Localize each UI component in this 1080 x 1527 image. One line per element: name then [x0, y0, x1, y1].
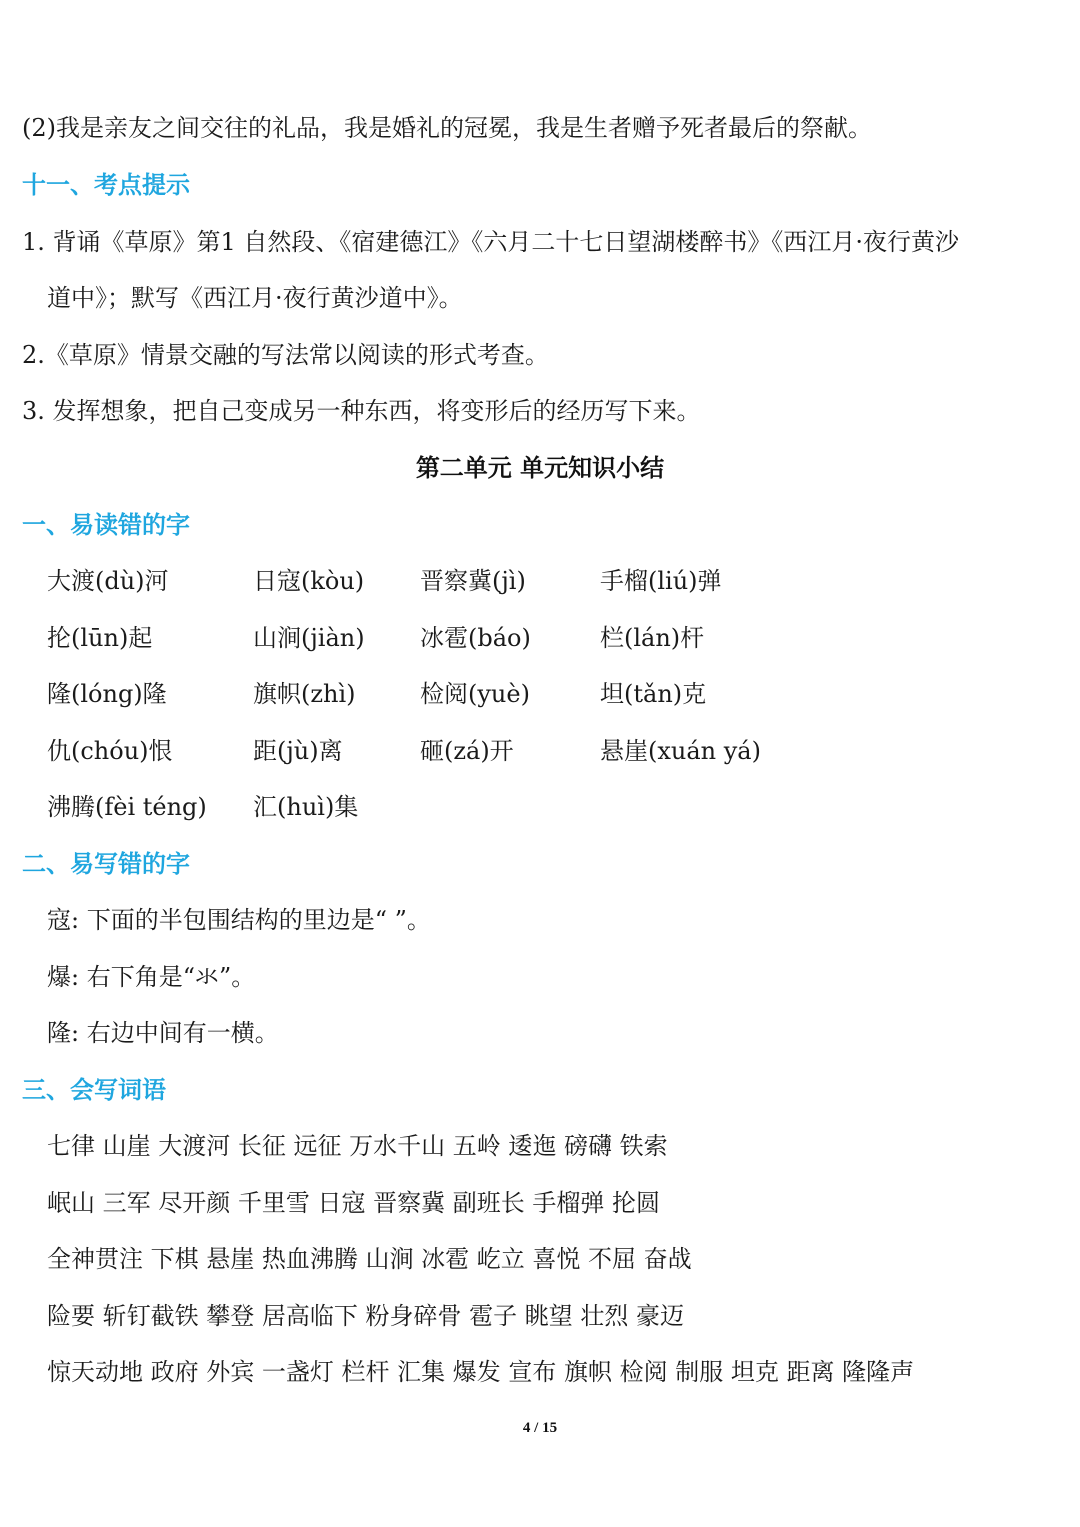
- pinyin-row: [0, 679, 1080, 709]
- pinyin-word: 汇(huì)集: [253, 793, 359, 821]
- pinyin-row: [0, 566, 1080, 596]
- pinyin-word: 晋察冀(jì): [420, 567, 526, 595]
- pinyin-word: 隆(lóng)隆: [47, 680, 167, 708]
- pinyin-word: 仇(chóu)恨: [47, 737, 173, 765]
- exam-tip-item-3: 3. 发挥想象，把自己变成另一种东西，将变形后的经历写下来。: [22, 397, 701, 425]
- pinyin-row: [0, 623, 1080, 653]
- pinyin-word: 手榴(liú)弹: [600, 567, 722, 595]
- unit-title: 第二单元 单元知识小结: [415, 454, 665, 482]
- pinyin-word: 栏(lán)杆: [600, 624, 705, 652]
- section-heading-exam-tips: 十一、考点提示: [22, 171, 190, 199]
- pinyin-word: 旗帜(zhì): [253, 680, 356, 708]
- pinyin-word: 大渡(dù)河: [47, 567, 169, 595]
- section-heading-misread-characters: 一、易读错的字: [22, 511, 190, 539]
- vocabulary-line: 岷山 三军 尽开颜 千里雪 日寇 晋察冀 副班长 手榴弹 抡圆: [47, 1189, 661, 1217]
- section-heading-miswritten-characters: 二、易写错的字: [22, 850, 190, 878]
- pinyin-row: [0, 792, 1080, 822]
- top-paragraph: (2)我是亲友之间交往的礼品，我是婚礼的冠冕，我是生者赠予死者最后的祭献。: [22, 114, 872, 142]
- pinyin-word: 检阅(yuè): [420, 680, 530, 708]
- exam-tip-item-1: 1. 背诵《草原》第1 自然段、《宿建德江》《六月二十七日望湖楼醉书》《西江月·夜行黄沙: [22, 228, 960, 256]
- pinyin-word: 抡(lūn)起: [47, 624, 153, 652]
- section-heading-vocabulary: 三、会写词语: [22, 1076, 166, 1104]
- pinyin-word: 山涧(jiàn): [253, 624, 365, 652]
- pinyin-word: 沸腾(fèi téng): [47, 793, 207, 821]
- exam-tip-item-2: 2.《草原》情景交融的写法常以阅读的形式考查。: [22, 341, 549, 369]
- pinyin-word: 悬崖(xuán yá): [600, 737, 761, 765]
- writing-note: 寇: 下面的半包围结构的里边是“ ”。: [47, 906, 431, 934]
- vocabulary-line: 险要 斩钉截铁 攀登 居高临下 粉身碎骨 雹子 眺望 壮烈 豪迈: [47, 1302, 685, 1330]
- writing-note: 隆: 右边中间有一横。: [47, 1019, 279, 1047]
- pinyin-row: [0, 736, 1080, 766]
- pinyin-word: 砸(zá)开: [420, 737, 514, 765]
- pinyin-word: 坦(tǎn)克: [600, 680, 707, 708]
- writing-note: 爆: 右下角是“氺”。: [47, 963, 256, 991]
- page-number: 4 / 15: [522, 1420, 558, 1436]
- vocabulary-line: 全神贯注 下棋 悬崖 热血沸腾 山涧 冰雹 屹立 喜悦 不屈 奋战: [47, 1245, 692, 1273]
- vocabulary-line: 七律 山崖 大渡河 长征 远征 万水千山 五岭 逶迤 磅礴 铁索: [47, 1132, 668, 1160]
- pinyin-word: 日寇(kòu): [253, 567, 365, 595]
- exam-tip-item-1-continued: 道中》；默写《西江月·夜行黄沙道中》。: [47, 284, 463, 312]
- pinyin-word: 距(jù)离: [253, 737, 343, 765]
- vocabulary-line: 惊天动地 政府 外宾 一盏灯 栏杆 汇集 爆发 宣布 旗帜 检阅 制服 坦克 距离 隆隆声: [47, 1358, 915, 1386]
- pinyin-word: 冰雹(báo): [420, 624, 531, 652]
